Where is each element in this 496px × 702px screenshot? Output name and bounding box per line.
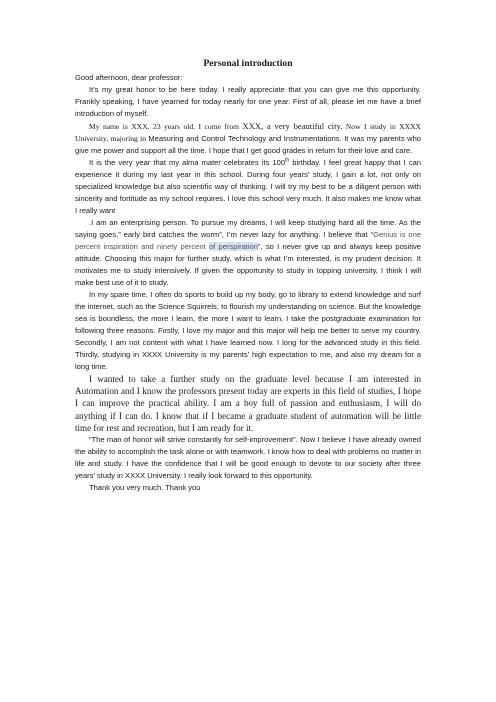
enterprising-text-b: ”, so I never give up and always keep positive attitude. Choosing this major for further study, which is what I’m interested, is my prudent decision. It motivates me to study intensively. If given the opportunity to study in topping university, I think I will make best use of it to study. (75, 242, 422, 287)
quote-genius: Genius is one percent inspiration and ninety percent (75, 230, 421, 251)
paragraph-spare-time: In my spare time, I often do sports to build up my body, go to library to extend knowledge and surf the internet, such as the Science Squirrels, to flourish my understanding on science. But the knowledge sea is boundless, the more I learn, the more I want to learn. I take the postgraduate examination for following three reasons. Firstly, I love my major and this major will help me better to serve my country. Secondly, I am not content with what I have learned now. I long for the advanced study in this field. Thirdly, studying in XXXX University is my parents’ high expectation to me, and also my dream for a long time. (75, 290, 421, 371)
closing-thanks: Thank you very much. Thank you (89, 483, 201, 493)
self-intro-name: My name is XXX. 23 years old. I come from (89, 122, 243, 131)
document-page (75, 58, 421, 494)
paragraph-opening: It’s my great honor to be here today. I really appreciate that you can give me this opportunity. Frankly speaking, I have yearned for today nearly for one year. First of all, please let me have a brief introduction of myself. (75, 85, 421, 118)
paragraph-alma-mater (75, 157, 421, 217)
ordinal-suffix: th (285, 157, 290, 164)
alma-mater-text-b: birthday. I feel great happy that I can experience it during my last year in this school. During four years’ study, I gain a lot, not only on specialized knowledge but also scientific way of thinking. I will try my best to be a diligent person with sincerity and fortitude as my school requires. I love this school very much. It also makes me know what I really want (75, 158, 421, 215)
enterprising-text-a: .I am an enterprising person. To pursue my dreams, I will keep studying hard all the time. As the saying goes,” early bird catches the worm”, I’m never lazy for anything. I believe that “ (75, 218, 421, 239)
quote-highlight: of perspiration (208, 242, 258, 251)
self-intro-major: Measuring and Control Technology and Instrumentations. It was my parents who give me power and support all the time. I hope that I get good grades in return for their love and care. (75, 134, 421, 155)
page-title: Personal introduction (203, 58, 293, 69)
paragraph-enterprising (75, 217, 421, 289)
self-intro-university: Now I study in XXXX University, majoring in (75, 122, 421, 143)
alma-mater-text-a: It is the very year that my alma mater celebrates its 100 (89, 158, 286, 167)
greeting: Good afternoon, dear professor: (75, 73, 183, 82)
self-intro-city: XXX, a very beautiful city. (242, 121, 343, 131)
paragraph-honor: “The man of honor will strive constantly for self-improvement”. Now I believe I have already owned the ability to accomplish the task alone or with teamwork. I know how to deal with problems no matter in life and study. I have the confidence that I will be good enough to devote to our society after three years’ study in XXXX University. I really look forward to this opportunity. (75, 435, 421, 481)
paragraph-self-intro (75, 120, 421, 157)
paragraph-graduate-study: I wanted to take a further study on the graduate level because I am interested in Automation and I know the professors present today are experts in this field of studies, I hope I can improve the practical ability. I am a boy full of passion and enthusiasm, I will do anything if I can do. I know that if I became a graduate student of automation will be little time for rest and recreation, but I am ready for it. (75, 374, 421, 433)
